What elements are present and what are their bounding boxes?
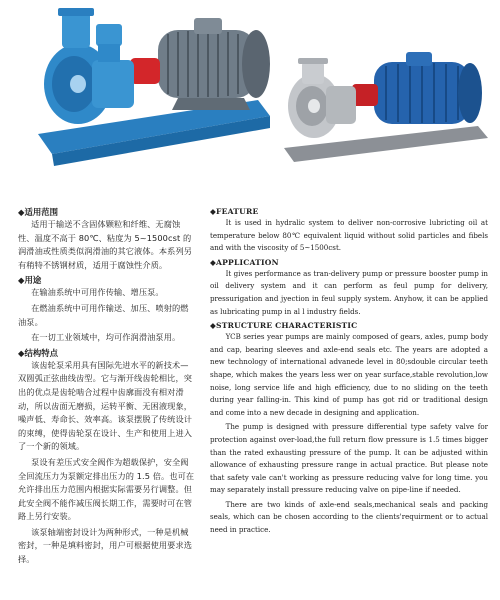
application-heading: ◆APPLICATION xyxy=(210,257,279,267)
motor xyxy=(158,18,270,110)
gear-pump xyxy=(44,8,134,124)
motor xyxy=(374,52,482,124)
chinese-column xyxy=(18,206,196,569)
english-column xyxy=(210,206,488,539)
use-text-cn-2: 在燃油系统中可用作输送、加压、喷射的燃油泵。 xyxy=(18,302,189,327)
structure-heading-cn: ◆结构特点 xyxy=(18,347,58,358)
scope-heading-cn: ◆适用范围 xyxy=(18,207,58,217)
use-text-cn-3: 在一切工业领域中，均可作润滑油泵用。 xyxy=(31,332,181,343)
structure-text-2: The pump is designed with pressure differential type safety valve for protection against over-load,the full return flow pressure is 1.5 times bigger than the rated exhausting pressure of the pump. It can be adjusted within allowance of exhausting pressure range in actual practice. But please note that safety vale can't working as pressure reducing valve for long time. you may separately install pressure reducing valve on pipe-line if needed. xyxy=(210,422,488,495)
structure-text-cn-1: 该齿轮泵采用具有国际先进水平的新技术—双圆弧正弦曲线齿型。它与渐开线齿轮相比，突出的优点是齿轮啮合过程中齿廓面没有相对滑动，所以齿面无磨损，运转平衡、无困液现象，噪声低、寿命长、效率高。该泵摆脱了传统设计的束缚，使得齿轮泵在设计、生产和使用上进入了一个新的领域。 xyxy=(18,359,193,452)
structure-text-3: There are two kinds of axle-end seals,mechanical seals and packing seals, which can be chosen according to the clients'requirment or to actual need in practice. xyxy=(210,499,488,535)
feature-heading: ◆FEATURE xyxy=(210,207,259,216)
scope-text-cn: 适用于输送不含固体颗粒和纤维、无腐蚀性、温度不高于 80℃、粘度为 5~1500cst 的润滑油或性质类似润滑油的其它液体。本系列另有稍特不锈钢材质，适用于腐蚀性介质。 xyxy=(18,219,193,270)
application-text: It gives performance as tran-delivery pump or pressure booster pump in oil delivery system and it can perform as feul pump for delivery, pressurigation and jyection in feul supply system. Anyhow, it can be applied as lubricating pump in al l industry fields. xyxy=(210,268,488,316)
blue-gear-pump-photo xyxy=(8,4,278,182)
structure-text-cn-3: 该泵轴端密封设计为两种形式，一种是机械密封，一种是填料密封，用户可根据使用要求选择。 xyxy=(18,526,193,565)
structure-text-cn-2: 泵设有差压式安全阀作为超载保护，安全阀全回流压力为泵额定排出压力的 1.5 倍。也可在允许排出压力范围内根据实际需要另行调整。但此安全阀不能作减压阀长期工作，需要时可在管路上另行安装。 xyxy=(18,456,195,522)
feature-text: It is used in hydralic system to deliver non-corrosive lubricting oil at temperature below 80℃ equivalent liquid without solid particles and fibels and with the viscosity of 5~1500cst. xyxy=(210,218,488,253)
steel-gear-pump-photo xyxy=(278,40,493,170)
structure-heading: ◆STRUCTURE CHARACTERISTIC xyxy=(210,321,358,331)
coupling xyxy=(130,58,160,84)
structure-text-1: YCB series year pumps are mainly composed of gears, axles, pump body and cap, bearing sleeves and axle-end seals etc. The years are adopted a new technology of international advanede level in 80;sdouble circular teeth shape, which makes the years less wer on year surface,stable revolution,low noise, long service life and high efficiency, due to no sliding on the teeth during year falling-in. This kind of pump has got rid or traditional design and come into a new decade in designing and application. xyxy=(210,332,488,417)
gear-pump xyxy=(288,58,356,138)
use-text-cn-1: 在输油系统中可用作传输、增压泵。 xyxy=(31,287,164,298)
use-heading-cn: ◆用途 xyxy=(18,275,42,286)
